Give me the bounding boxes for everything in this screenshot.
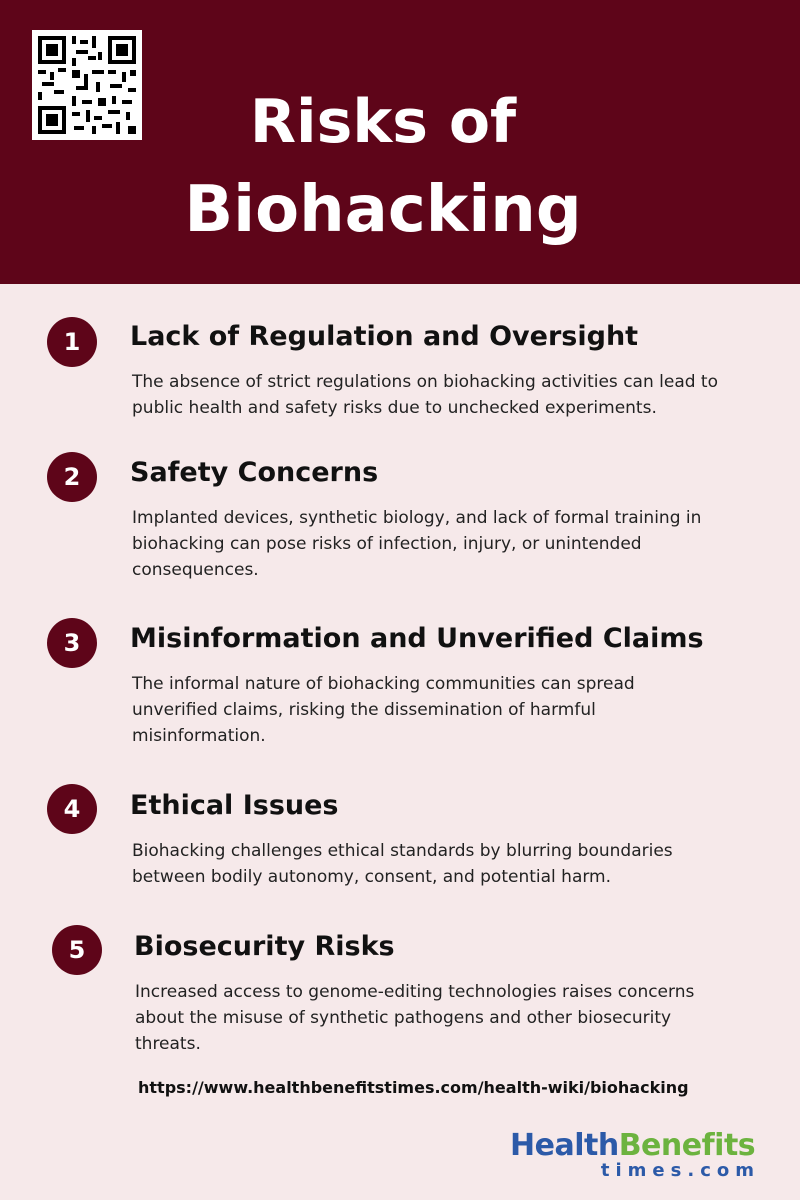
item-heading: Ethical Issues xyxy=(130,790,339,821)
item-heading: Safety Concerns xyxy=(130,457,379,488)
item-heading: Biosecurity Risks xyxy=(134,931,395,962)
page-title xyxy=(0,78,766,254)
number-badge: 1 xyxy=(47,317,97,367)
item-description: The absence of strict regulations on biohacking activities can lead to public health and safety risks due to unchecked experiments. xyxy=(132,372,718,418)
item-description: Increased access to genome-editing technologies raises concerns about the misuse of synthetic pathogens and other biosecurity threats. xyxy=(135,982,695,1054)
logo-subtitle: times.com xyxy=(600,1160,760,1181)
brand-logo xyxy=(510,1128,770,1188)
item-description: Implanted devices, synthetic biology, and lack of formal training in biohacking can pose risks of infection, injury, or unintended consequences. xyxy=(132,508,702,580)
title-line-2: Biohacking xyxy=(184,173,582,247)
item-description: Biohacking challenges ethical standards by blurring boundaries between bodily autonomy, consent, and potential harm. xyxy=(132,841,673,887)
item-heading: Lack of Regulation and Oversight xyxy=(130,321,639,352)
number-badge: 5 xyxy=(52,925,102,975)
item-description: The informal nature of biohacking communities can spread unverified claims, risking the dissemination of harmful misinformation. xyxy=(132,674,635,746)
header-banner xyxy=(0,0,800,284)
item-heading: Misinformation and Unverified Claims xyxy=(130,623,704,654)
source-url[interactable]: https://www.healthbenefitstimes.com/health-wiki/biohacking xyxy=(138,1078,689,1097)
number-badge: 2 xyxy=(47,452,97,502)
logo-part-health: Health xyxy=(510,1128,619,1163)
logo-wordmark xyxy=(510,1128,755,1164)
title-line-1: Risks of xyxy=(249,87,517,157)
number-badge: 3 xyxy=(47,618,97,668)
logo-part-benefits: Benefits xyxy=(618,1128,756,1163)
number-badge: 4 xyxy=(47,784,97,834)
